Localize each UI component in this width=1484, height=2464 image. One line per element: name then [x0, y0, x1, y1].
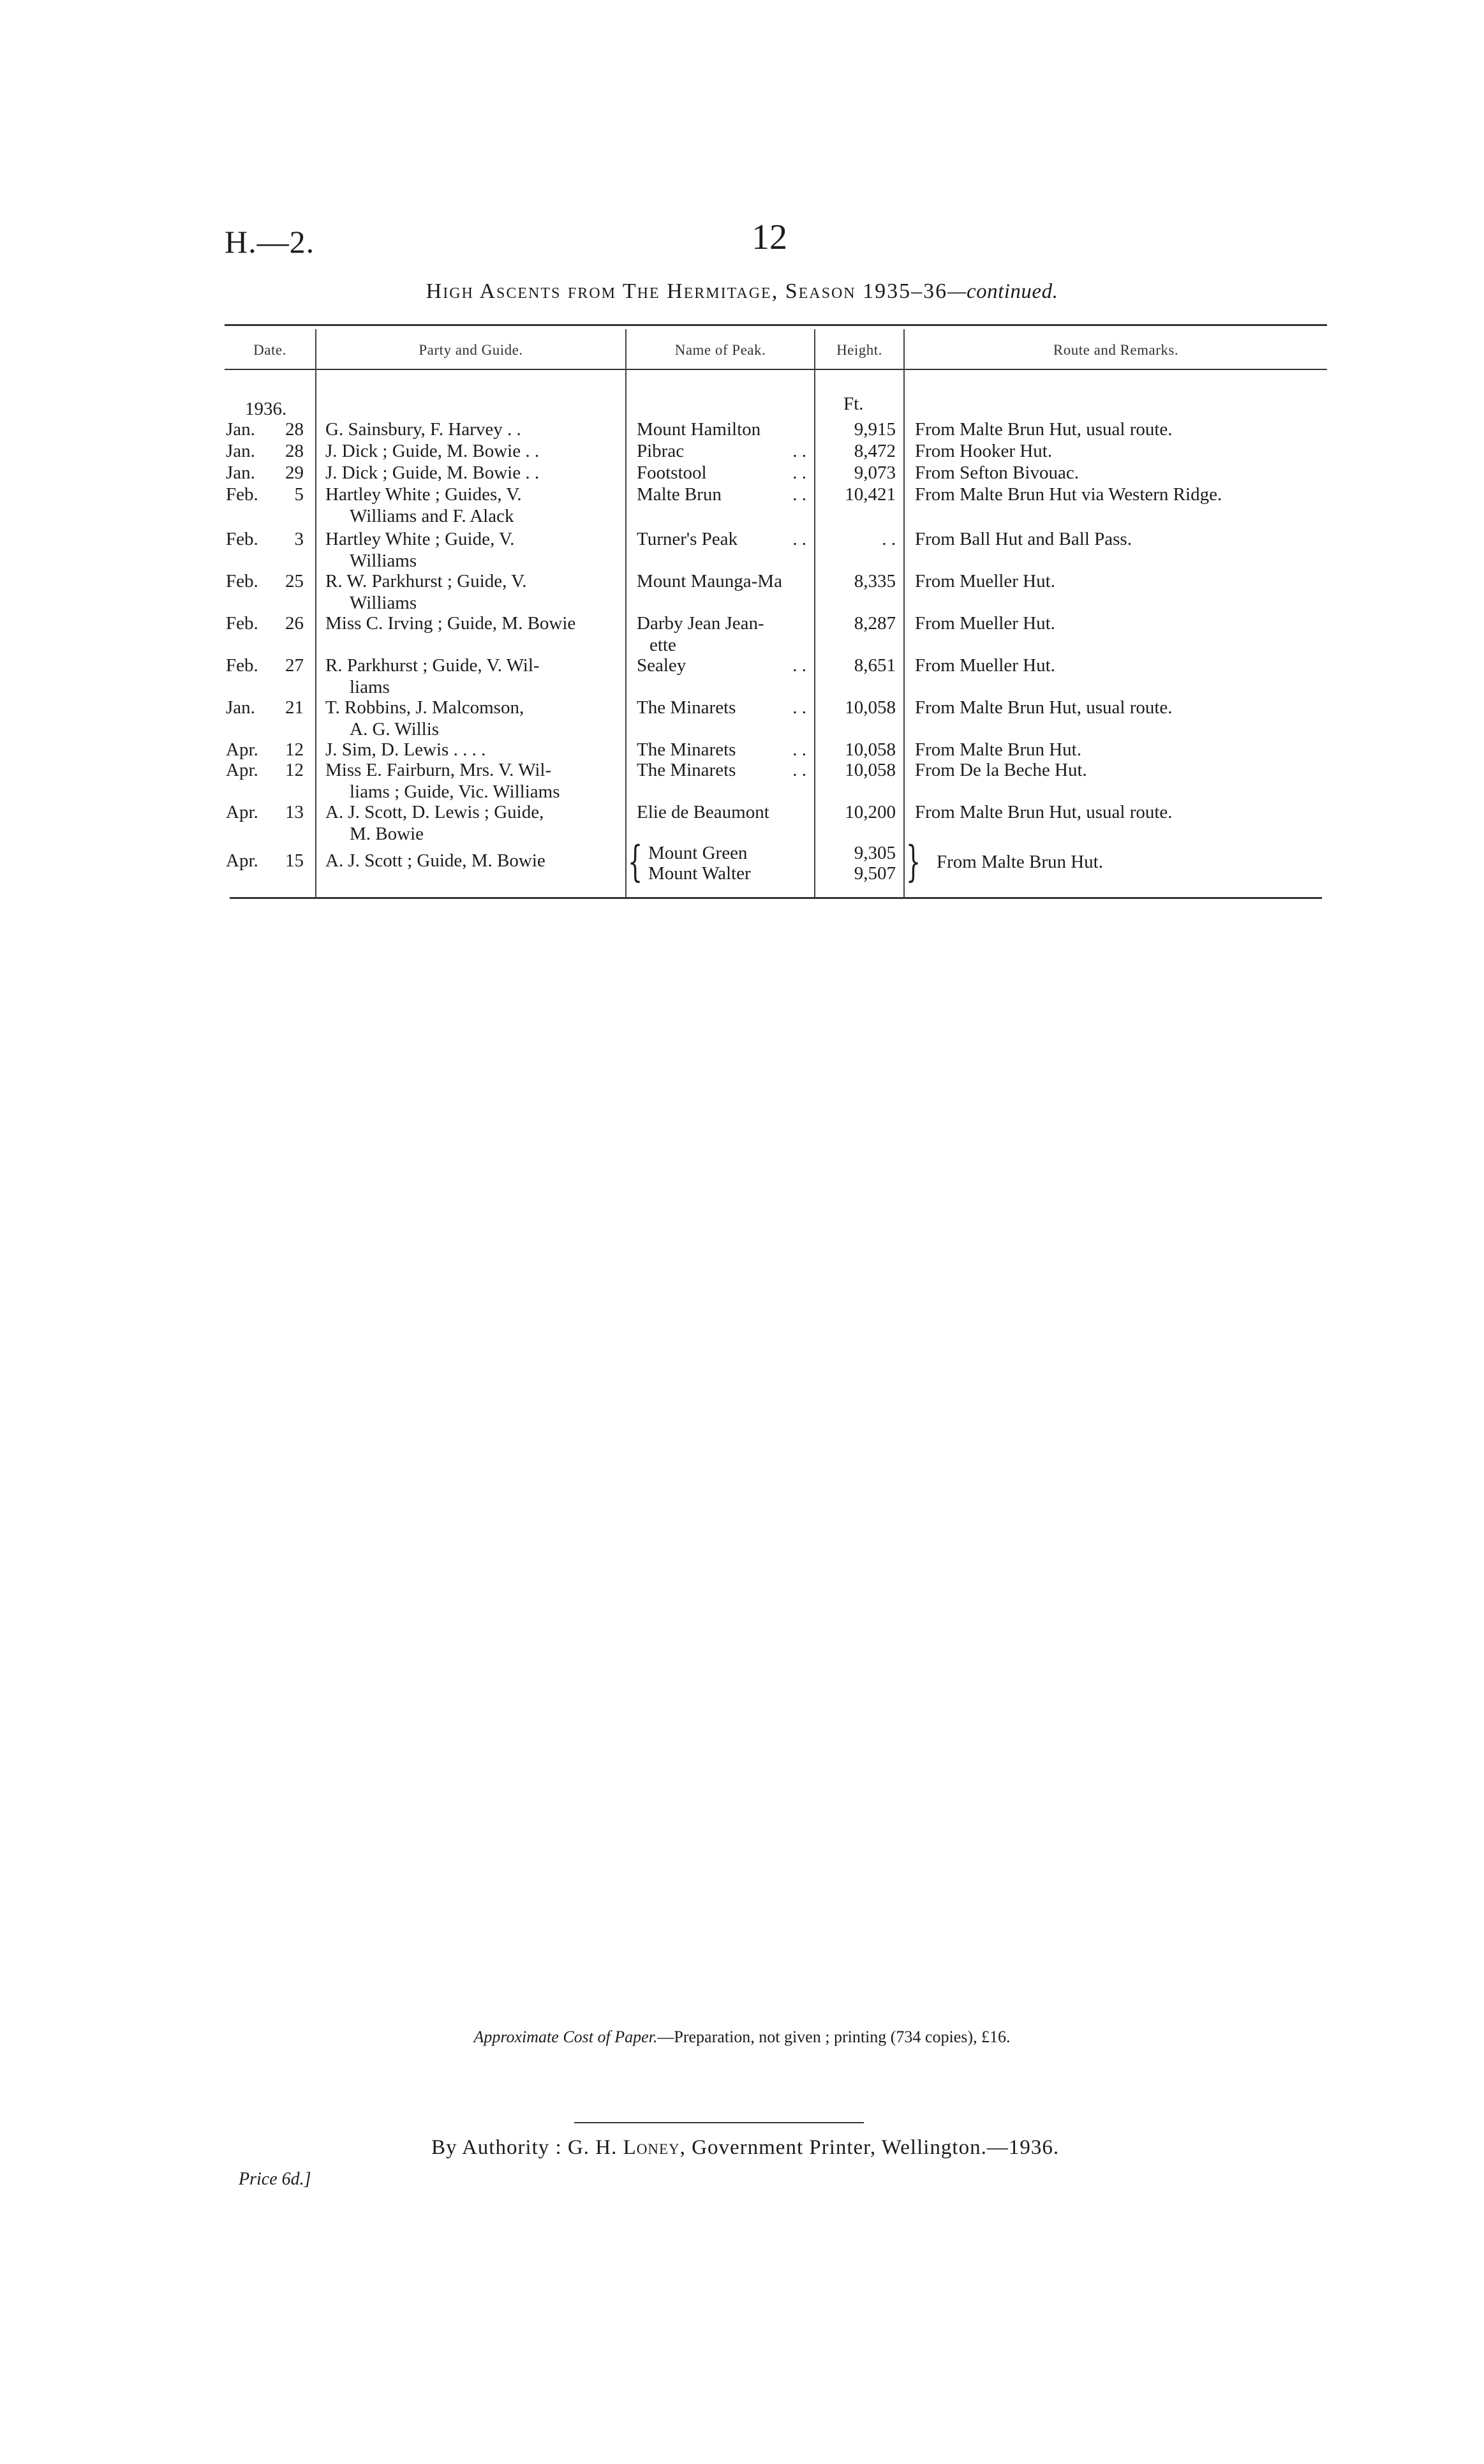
price: Price 6d.] — [239, 2169, 311, 2189]
month: Apr. — [226, 850, 258, 871]
peak-name: The Minarets — [637, 697, 736, 718]
column-header-peak: Name of Peak. — [674, 342, 766, 358]
party-line-continued: liams ; Guide, Vic. Williams — [350, 782, 560, 802]
table-title-main: High Ascents from The Hermitage, Season 1935–36 — [426, 279, 948, 303]
peak-cell — [637, 528, 806, 550]
day: 5 — [294, 484, 304, 505]
column-divider — [903, 329, 905, 897]
height-unit: Ft. — [843, 394, 864, 414]
party-cell — [325, 759, 619, 803]
day: 25 — [285, 571, 304, 591]
column-divider — [315, 329, 316, 897]
party-cell — [325, 528, 619, 572]
route-cell: From Sefton Bivouac. — [915, 463, 1079, 483]
height-cell: 8,651 — [854, 655, 896, 676]
height-cell: 9,507 — [854, 863, 896, 884]
party-cell — [325, 484, 619, 527]
route-cell: From Mueller Hut. — [915, 571, 1055, 591]
month: Apr. — [226, 739, 258, 760]
month: Feb. — [226, 571, 258, 591]
party-cell — [325, 801, 619, 845]
peak-name: Mount Walter — [648, 863, 751, 884]
leader-dots: . . — [792, 739, 806, 760]
height-cell: 8,335 — [854, 571, 896, 591]
peak-name: Mount Maunga-Ma — [637, 571, 782, 591]
peak-name: Mount Hamilton — [637, 419, 761, 440]
route-cell: From Ball Hut and Ball Pass. — [915, 529, 1132, 549]
imprint-suffix: , Government Printer, Wellington.—1936. — [679, 2136, 1060, 2159]
day: 29 — [285, 463, 304, 483]
height-cell: 10,058 — [845, 760, 896, 780]
party-cell — [325, 419, 619, 440]
peak-cell — [637, 801, 806, 823]
day: 28 — [285, 441, 304, 461]
peak-cell — [637, 419, 806, 440]
party-cell — [325, 612, 619, 634]
leader-dots: . . — [792, 441, 806, 461]
peak-cell — [637, 484, 806, 505]
month: Feb. — [226, 529, 258, 549]
column-divider — [814, 329, 815, 897]
party-line: J. Sim, D. Lewis . . . . — [325, 739, 486, 760]
height-cell: 9,305 — [854, 843, 896, 863]
month: Feb. — [226, 484, 258, 505]
party-line: T. Robbins, J. Malcomson, — [325, 697, 524, 718]
table-bottom-rule — [230, 897, 1322, 899]
leader-dots: . . — [792, 484, 806, 505]
peak-cell — [637, 440, 806, 462]
height-cell: 10,058 — [845, 739, 896, 760]
route-cell: From Mueller Hut. — [915, 613, 1055, 634]
table-title-suffix: —continued. — [947, 280, 1058, 303]
party-cell — [325, 440, 619, 462]
route-cell: From Mueller Hut. — [915, 655, 1055, 676]
month: Jan. — [226, 419, 255, 440]
party-line-continued: A. G. Willis — [350, 719, 440, 739]
route-cell: From Malte Brun Hut, usual route. — [915, 419, 1173, 440]
leader-dots: . . — [792, 760, 806, 780]
party-cell — [325, 462, 619, 484]
cost-label: Approximate Cost of Paper. — [473, 2028, 658, 2046]
day: 27 — [285, 655, 304, 676]
party-line-continued: Williams and F. Alack — [350, 506, 514, 526]
peak-name: Sealey — [637, 655, 686, 676]
month: Apr. — [226, 760, 258, 780]
leader-dots: . . — [792, 529, 806, 549]
printer-name: Loney — [623, 2136, 680, 2159]
height-cell: 10,058 — [845, 697, 896, 718]
route-cell: From Hooker Hut. — [915, 441, 1053, 461]
route-cell: From De la Beche Hut. — [915, 760, 1087, 780]
column-header-route: Route and Remarks. — [1053, 342, 1179, 358]
day: 12 — [285, 760, 304, 780]
party-cell — [325, 739, 619, 761]
month: Jan. — [226, 697, 255, 718]
day: 26 — [285, 613, 304, 634]
party-cell — [325, 570, 619, 614]
party-cell — [325, 697, 619, 740]
party-line: Miss C. Irving ; Guide, M. Bowie — [325, 613, 576, 634]
imprint-prefix: By Authority : G. H. — [431, 2136, 623, 2159]
peak-name: Elie de Beaumont — [637, 802, 769, 822]
party-line: Miss E. Fairburn, Mrs. V. Wil- — [325, 760, 552, 780]
peak-name: Turner's Peak — [637, 529, 738, 549]
peak-name: Darby Jean Jean- — [637, 613, 764, 634]
month: Jan. — [226, 463, 255, 483]
peak-name-continued: ette — [649, 635, 676, 655]
imprint-rule — [574, 2122, 864, 2123]
peak-name: The Minarets — [637, 739, 736, 760]
month: Feb. — [226, 655, 258, 676]
route-cell: From Malte Brun Hut, usual route. — [915, 697, 1173, 718]
column-header-height: Height. — [836, 342, 882, 358]
month: Jan. — [226, 441, 255, 461]
height-cell: 9,915 — [854, 419, 896, 440]
column-header-party: Party and Guide. — [419, 342, 523, 358]
table-top-rule — [225, 324, 1327, 326]
document-reference: H.—2. — [225, 224, 315, 260]
party-line: J. Dick ; Guide, M. Bowie . . — [325, 463, 540, 483]
party-line: J. Dick ; Guide, M. Bowie . . — [325, 441, 540, 461]
column-header-date: Date. — [253, 342, 286, 358]
party-cell — [325, 655, 619, 698]
day: 15 — [285, 850, 304, 871]
peak-cell — [637, 739, 806, 761]
leader-dots: . . — [792, 463, 806, 483]
peak-cell — [637, 697, 806, 718]
day: 12 — [285, 739, 304, 760]
party-line-continued: M. Bowie — [350, 824, 424, 844]
party-line: Hartley White ; Guide, V. — [325, 529, 515, 549]
peak-name: Pibrac — [637, 441, 685, 461]
height-cell: 9,073 — [854, 463, 896, 483]
route-cell: From Malte Brun Hut. — [915, 739, 1081, 760]
peak-cell — [637, 759, 806, 781]
party-line: R. Parkhurst ; Guide, V. Wil- — [325, 655, 540, 676]
right-brace: } — [906, 837, 921, 886]
party-line: Hartley White ; Guides, V. — [325, 484, 522, 505]
day: 3 — [294, 529, 304, 549]
peak-cell — [637, 612, 806, 656]
party-line: G. Sainsbury, F. Harvey . . — [325, 419, 521, 440]
year-label: 1936. — [245, 399, 287, 419]
leader-dots: . . — [792, 655, 806, 676]
route-cell: From Malte Brun Hut, usual route. — [915, 802, 1173, 822]
table-title — [0, 279, 1484, 304]
day: 13 — [285, 802, 304, 822]
route-cell: From Malte Brun Hut. — [937, 852, 1103, 872]
party-line-continued: Williams — [350, 551, 417, 571]
height-cell: 8,287 — [854, 613, 896, 634]
party-line-continued: liams — [350, 677, 390, 697]
party-line: R. W. Parkhurst ; Guide, V. — [325, 571, 527, 591]
day: 28 — [285, 419, 304, 440]
cost-text: —Preparation, not given ; printing (734 copies), £16. — [657, 2028, 1011, 2046]
party-line: A. J. Scott, D. Lewis ; Guide, — [325, 802, 544, 822]
day: 21 — [285, 697, 304, 718]
leader-dots: . . — [792, 697, 806, 718]
header-bottom-rule — [225, 369, 1327, 370]
page-number: 12 — [752, 218, 787, 257]
height-cell: 8,472 — [854, 441, 896, 461]
peak-name: The Minarets — [637, 760, 736, 780]
column-divider — [625, 329, 627, 897]
peak-cell — [637, 570, 806, 592]
peak-name: Mount Green — [648, 843, 748, 863]
height-cell: 10,200 — [845, 802, 896, 822]
height-cell: . . — [882, 529, 896, 549]
left-brace: { — [628, 837, 643, 886]
month: Feb. — [226, 613, 258, 634]
peak-cell — [637, 462, 806, 484]
peak-name: Footstool — [637, 463, 707, 483]
route-cell: From Malte Brun Hut via Western Ridge. — [915, 484, 1222, 505]
cost-of-paper — [0, 2028, 1484, 2047]
party-cell — [325, 850, 619, 872]
peak-name: Malte Brun — [637, 484, 722, 505]
month: Apr. — [226, 802, 258, 822]
peak-cell — [637, 655, 806, 676]
printer-imprint — [431, 2136, 1059, 2160]
party-line-continued: Williams — [350, 593, 417, 613]
height-cell: 10,421 — [845, 484, 896, 505]
party-line: A. J. Scott ; Guide, M. Bowie — [325, 850, 545, 871]
